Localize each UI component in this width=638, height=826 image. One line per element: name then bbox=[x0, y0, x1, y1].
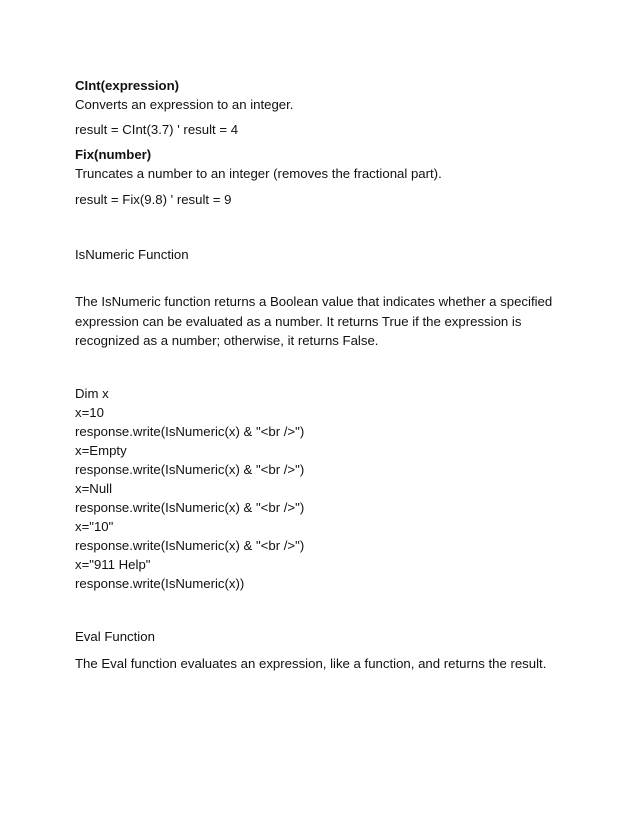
isnumeric-code-block bbox=[75, 384, 575, 593]
code-line: x=Empty bbox=[75, 442, 127, 458]
cint-description: Converts an expression to an integer. bbox=[75, 97, 294, 112]
code-line: response.write(IsNumeric(x) & "<br />") bbox=[75, 461, 305, 477]
code-line: Dim x bbox=[75, 385, 109, 401]
code-line: x="911 Help" bbox=[75, 556, 151, 572]
isnumeric-title: IsNumeric Function bbox=[75, 247, 189, 262]
code-line: x=10 bbox=[75, 404, 104, 420]
cint-heading: CInt(expression) bbox=[75, 78, 180, 93]
isnumeric-paragraph-line: recognized as a number; otherwise, it returns False. bbox=[75, 333, 379, 348]
isnumeric-paragraph-line: expression can be evaluated as a number. It returns True if the expression is bbox=[75, 313, 522, 329]
code-line: x="10" bbox=[75, 518, 114, 534]
fix-description: Truncates a number to an integer (removes the fractional part). bbox=[75, 166, 442, 181]
fix-heading: Fix(number) bbox=[75, 147, 152, 162]
document-content bbox=[75, 76, 575, 673]
cint-example: result = CInt(3.7) ' result = 4 bbox=[75, 122, 239, 137]
isnumeric-paragraph-line: The IsNumeric function returns a Boolean value that indicates whether a specified bbox=[75, 294, 553, 309]
eval-title: Eval Function bbox=[75, 628, 155, 644]
code-line: response.write(IsNumeric(x)) bbox=[75, 575, 245, 591]
fix-example: result = Fix(9.8) ' result = 9 bbox=[75, 192, 232, 207]
code-line: response.write(IsNumeric(x) & "<br />") bbox=[75, 537, 305, 553]
eval-description: The Eval function evaluates an expression, like a function, and returns the result. bbox=[75, 655, 547, 671]
isnumeric-paragraph bbox=[75, 292, 575, 351]
code-line: response.write(IsNumeric(x) & "<br />") bbox=[75, 423, 305, 439]
code-line: x=Null bbox=[75, 480, 113, 496]
code-line: response.write(IsNumeric(x) & "<br />") bbox=[75, 499, 305, 515]
